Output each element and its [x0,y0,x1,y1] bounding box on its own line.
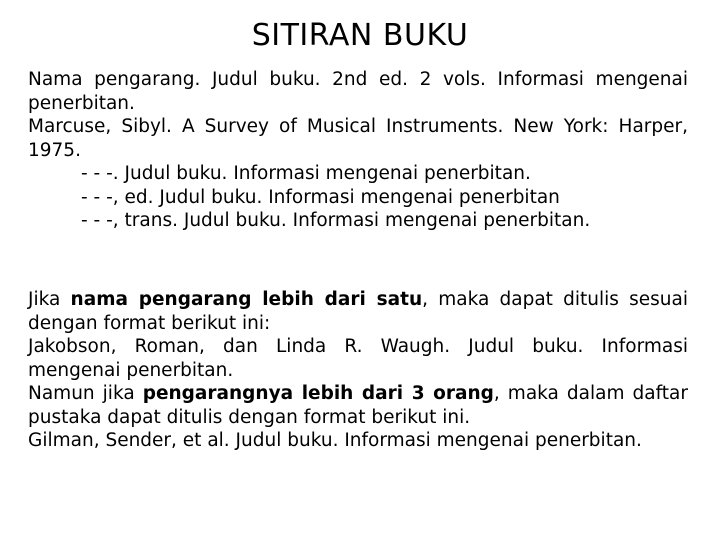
many-emphasis: pengarangnya lebih dari 3 orang [142,383,494,404]
multi-author-intro [28,288,688,335]
many-text-start: Namun jika [28,383,143,404]
single-author-section [28,68,688,233]
two-author-example: Jakobson, Roman, dan Linda R. Waugh. Judul buku. Informasi mengenai penerbitan. [28,336,688,381]
multiple-authors-section [28,288,688,453]
format-line: Nama pengarang. Judul buku. 2nd ed. 2 vols. Informasi mengenai penerbitan. [28,69,688,114]
example-line: Marcuse, Sibyl. A Survey of Musical Instruments. New York: Harper, 1975. [28,116,688,161]
many-text-end: , maka dalam daftar pustaka dapat ditulis dengan format berikut ini. [28,383,688,428]
many-author-intro [28,382,688,429]
many-author-example: Gilman, Sender, et al. Judul buku. Informasi mengenai penerbitan. [28,430,642,451]
repeat-line-1: - - -. Judul buku. Informasi mengenai penerbitan. [81,163,531,184]
intro-emphasis: nama pengarang lebih dari satu [70,289,423,310]
repeat-line-2: - - -, ed. Judul buku. Informasi mengenai penerbitan [81,186,560,208]
intro-text-end: , maka dapat ditulis sesuai dengan format berikut ini: [28,289,689,334]
intro-text-start: Jika [28,289,71,310]
page-title: SITIRAN BUKU [251,18,469,53]
repeat-line-3: - - -, trans. Judul buku. Informasi mengenai penerbitan. [81,210,591,231]
